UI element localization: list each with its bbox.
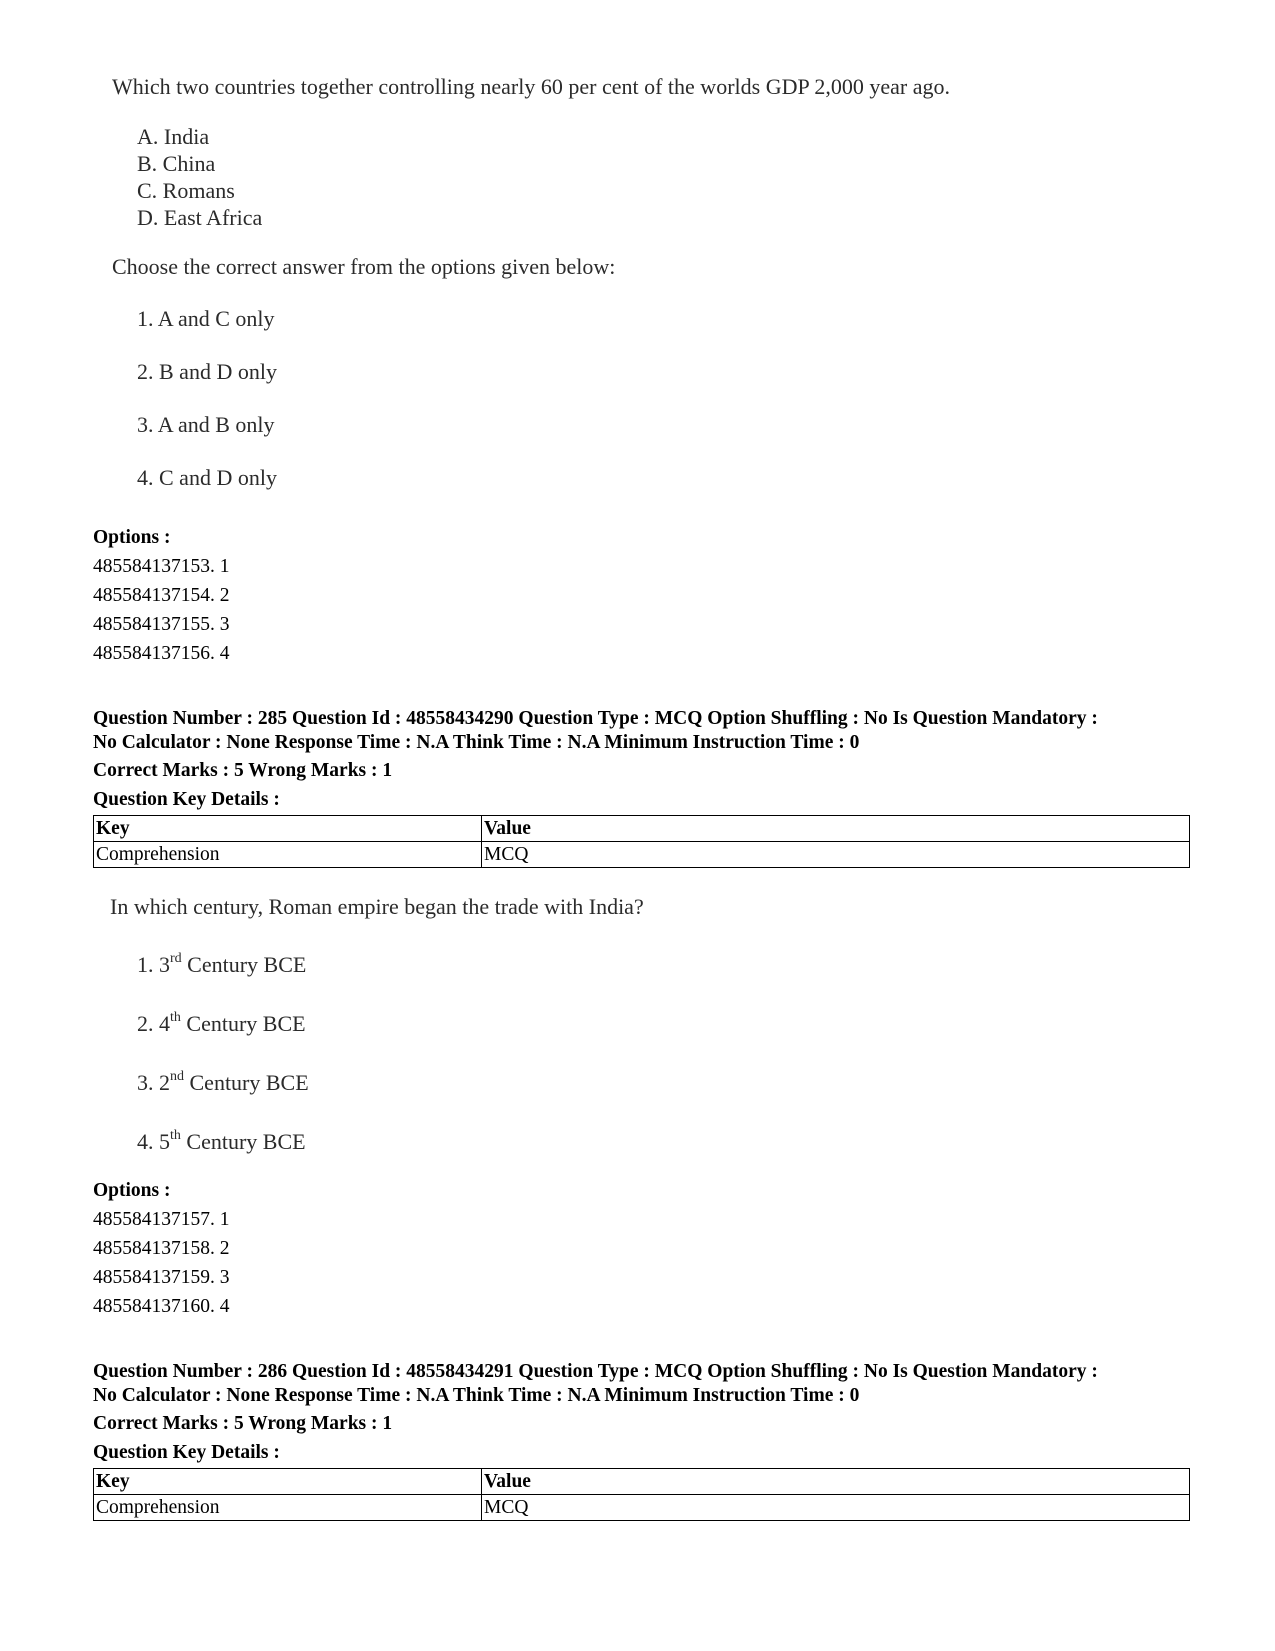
choice-prefix: 4. 5: [137, 1129, 170, 1154]
list-item: D. East Africa: [137, 205, 263, 230]
key-details-table-286: [93, 1468, 1190, 1521]
option-id: 485584137153. 1: [93, 556, 230, 577]
option-id: 485584137159. 3: [93, 1267, 230, 1288]
question-instruction: Choose the correct answer from the options given below:: [112, 254, 616, 279]
table-header-key: Key: [94, 816, 482, 842]
option-id: 485584137155. 3: [93, 614, 230, 635]
key-details-label-285: Question Key Details :: [93, 789, 280, 810]
choice-prefix: 1. 3: [137, 952, 170, 977]
table-cell-value: MCQ: [482, 1495, 1190, 1521]
answer-choice: 3. A and B only: [137, 412, 275, 437]
choice-suffix: Century BCE: [181, 952, 307, 977]
table-cell-key: Comprehension: [94, 1495, 482, 1521]
choice-superscript: rd: [170, 950, 182, 966]
question-stem: In which century, Roman empire began the trade with India?: [110, 894, 644, 919]
option-id: 485584137160. 4: [93, 1296, 230, 1317]
table-header-value: Value: [482, 1469, 1190, 1495]
key-details-label-286: Question Key Details :: [93, 1442, 280, 1463]
answer-choice: [137, 1070, 309, 1096]
meta-line: Question Number : 286 Question Id : 48558434291 Question Type : MCQ Option Shuffling : No Is Question Mandatory :: [93, 1361, 1098, 1382]
list-item: A. India: [137, 124, 210, 149]
meta-line: No Calculator : None Response Time : N.A Think Time : N.A Minimum Instruction Time : 0: [93, 1385, 860, 1406]
question-285-meta: [93, 707, 1193, 755]
list-item: B. China: [137, 151, 216, 176]
choice-suffix: Century BCE: [180, 1129, 306, 1154]
meta-line: Question Number : 285 Question Id : 48558434290 Question Type : MCQ Option Shuffling : No Is Question Mandatory :: [93, 708, 1098, 729]
options-label: Options :: [93, 527, 171, 548]
option-id: 485584137157. 1: [93, 1209, 230, 1230]
options-block-284: [93, 523, 230, 668]
option-id: 485584137154. 2: [93, 585, 230, 606]
choice-prefix: 3. 2: [137, 1070, 170, 1095]
table-cell-key: Comprehension: [94, 842, 482, 868]
list-item: C. Romans: [137, 178, 235, 203]
choice-prefix: 2. 4: [137, 1011, 170, 1036]
options-label: Options :: [93, 1180, 171, 1201]
choice-superscript: th: [170, 1127, 181, 1143]
marks-285: Correct Marks : 5 Wrong Marks : 1: [93, 760, 393, 781]
answer-choice: [137, 952, 306, 978]
choice-suffix: Century BCE: [180, 1011, 306, 1036]
question-stem: Which two countries together controlling nearly 60 per cent of the worlds GDP 2,000 year ago.: [112, 74, 951, 99]
key-details-table-285: [93, 815, 1190, 868]
choice-superscript: nd: [170, 1068, 184, 1084]
table-header-key: Key: [94, 1469, 482, 1495]
answer-choice: 2. B and D only: [137, 359, 277, 384]
table-cell-value: MCQ: [482, 842, 1190, 868]
option-id: 485584137158. 2: [93, 1238, 230, 1259]
answer-choice: [137, 1011, 306, 1037]
meta-line: No Calculator : None Response Time : N.A Think Time : N.A Minimum Instruction Time : 0: [93, 732, 860, 753]
answer-choice: [137, 1129, 306, 1155]
marks-286: Correct Marks : 5 Wrong Marks : 1: [93, 1413, 393, 1434]
table-header-value: Value: [482, 816, 1190, 842]
answer-choice: 4. C and D only: [137, 465, 277, 490]
question-286-meta: [93, 1360, 1193, 1408]
answer-choice: 1. A and C only: [137, 306, 275, 331]
choice-suffix: Century BCE: [184, 1070, 309, 1095]
options-block-285: [93, 1176, 230, 1321]
choice-superscript: th: [170, 1009, 181, 1025]
option-id: 485584137156. 4: [93, 643, 230, 664]
